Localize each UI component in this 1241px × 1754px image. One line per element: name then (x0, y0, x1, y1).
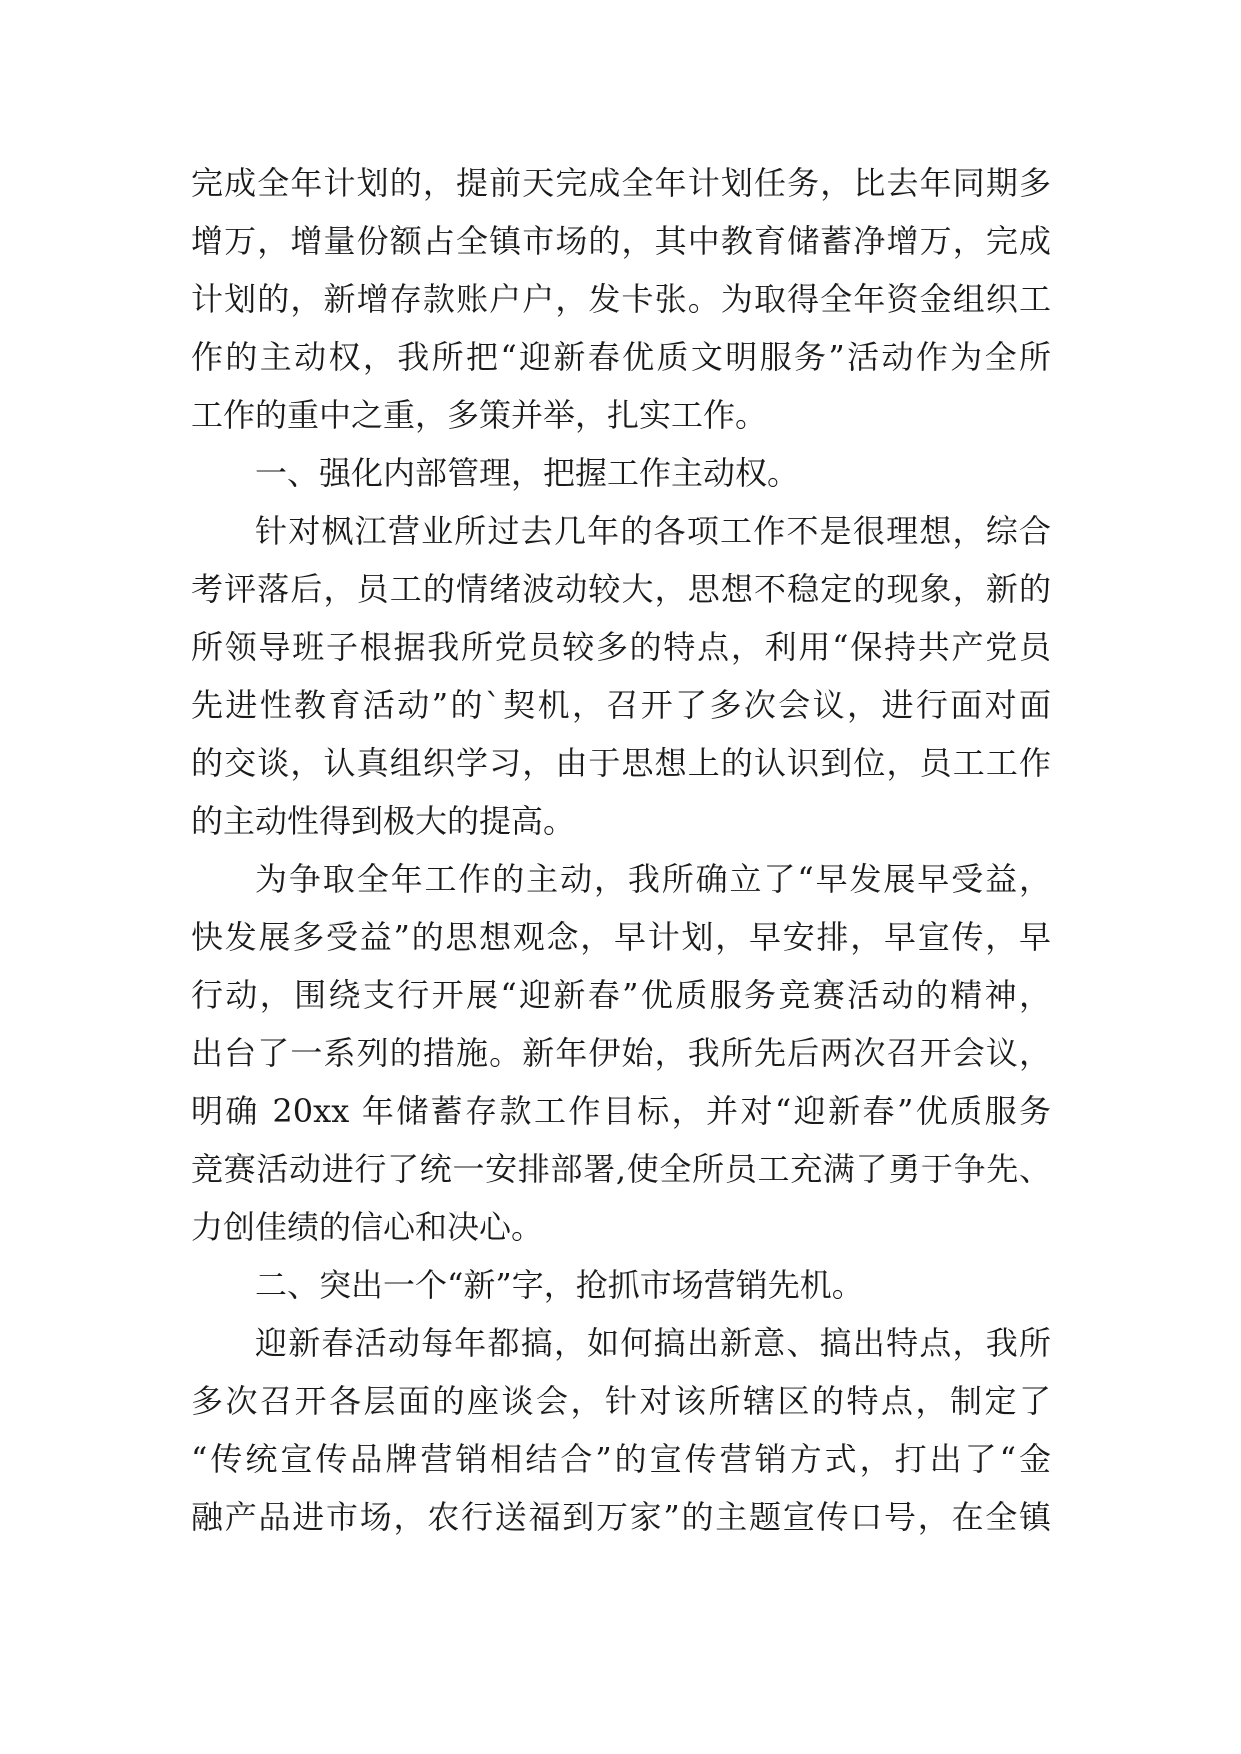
text-line: 的交谈，认真组织学习，由于思想上的认识到位，员工工作 (191, 744, 1051, 782)
text-line: 力创佳绩的信心和决心。 (191, 1208, 544, 1246)
text-line: 完成全年计划的，提前天完成全年计划任务，比去年同期多 (191, 164, 1051, 202)
text-line: 竞赛活动进行了统一安排部署,使全所员工充满了勇于争先、 (191, 1150, 1051, 1188)
text-line: 明确 20xx 年储蓄存款工作目标，并对“迎新春”优质服务 (191, 1092, 1051, 1130)
text-line: 所领导班子根据我所党员较多的特点，利用“保持共产党员 (191, 628, 1051, 666)
text-line: 快发展多受益”的思想观念，早计划，早安排，早宣传，早 (191, 918, 1051, 956)
text-line: 迎新春活动每年都搞，如何搞出新意、搞出特点，我所 (255, 1324, 1051, 1362)
document-body (191, 154, 1051, 1546)
section-heading: 二、突出一个“新”字，抢抓市场营销先机。 (255, 1266, 864, 1304)
text-line: 作的主动权，我所把“迎新春优质文明服务”活动作为全所 (191, 338, 1051, 376)
text-line: “传统宣传品牌营销相结合”的宣传营销方式，打出了“金 (191, 1440, 1051, 1478)
text-line: 增万，增量份额占全镇市场的，其中教育储蓄净增万，完成 (191, 222, 1051, 260)
text-line: 融产品进市场，农行送福到万家”的主题宣传口号，在全镇 (191, 1498, 1051, 1536)
text-line: 出台了一系列的措施。新年伊始，我所先后两次召开会议， (191, 1034, 1051, 1072)
text-line: 计划的，新增存款账户户，发卡张。为取得全年资金组织工 (191, 280, 1051, 318)
section-heading: 一、强化内部管理，把握工作主动权。 (255, 454, 800, 492)
text-line: 工作的重中之重，多策并举，扎实工作。 (191, 396, 768, 434)
text-line: 的主动性得到极大的提高。 (191, 802, 576, 840)
text-line: 多次召开各层面的座谈会，针对该所辖区的特点，制定了 (191, 1382, 1051, 1420)
text-line: 先进性教育活动”的`契机，召开了多次会议，进行面对面 (191, 686, 1051, 724)
text-line: 为争取全年工作的主动，我所确立了“早发展早受益， (255, 860, 1051, 898)
text-line: 针对枫江营业所过去几年的各项工作不是很理想，综合 (255, 512, 1051, 550)
text-line: 行动，围绕支行开展“迎新春”优质服务竞赛活动的精神， (191, 976, 1051, 1014)
text-line: 考评落后，员工的情绪波动较大，思想不稳定的现象，新的 (191, 570, 1051, 608)
